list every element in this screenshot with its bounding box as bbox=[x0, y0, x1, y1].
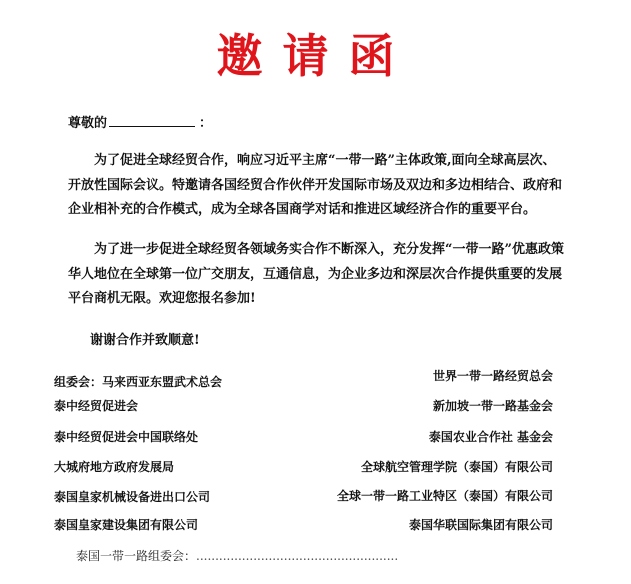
organizer-left-4: 大城府地方政府发展局 bbox=[54, 460, 175, 474]
footer-committee bbox=[76, 547, 398, 565]
footer-signature-line: ..................................................... bbox=[196, 549, 399, 563]
thanks-line: 谢谢合作并致顺意! bbox=[90, 333, 200, 348]
organizer-left-2: 泰中经贸促进会 bbox=[54, 399, 139, 413]
paragraph-intro: 为了促进全球经贸合作，响应习近平主席“一带一路”主体政策,面向全球高层次、开放性国际会议。特邀请各国经贸合作伙伴开发国际市场及双边和多边相结合、政府和企业相补充的合作模式，成为全球各国商学对话和推进区域经济合作的重要平台。 bbox=[68, 153, 563, 217]
organizer-left-5: 泰国皇家机械设备进出口公司 bbox=[54, 490, 211, 504]
organizer-left-3: 泰中经贸促进会中国联络处 bbox=[54, 430, 199, 444]
greeting-label: 尊敬的 bbox=[68, 116, 108, 131]
organizer-right-5: 全球一带一路工业特区（泰国）有限公司 bbox=[336, 489, 553, 503]
organizer-left-1: 组委会：马来西亚东盟武术总会 bbox=[54, 375, 223, 389]
organizer-left-6: 泰国皇家建设集团有限公司 bbox=[54, 518, 199, 532]
organizer-right-3: 泰国农业合作社 基金会 bbox=[428, 430, 553, 444]
greeting-suffix: ： bbox=[199, 116, 213, 131]
invitation-title: 邀请函 bbox=[216, 29, 415, 83]
organizer-right-1: 世界一带一路经贸总会 bbox=[432, 369, 553, 383]
organizer-right-4: 全球航空管理学院（泰国）有限公司 bbox=[360, 460, 553, 474]
organizer-right-6: 泰国华联国际集团有限公司 bbox=[408, 518, 553, 532]
footer-label: 泰国一带一路组委会： bbox=[76, 549, 197, 563]
organizer-right-2: 新加坡一带一路基金会 bbox=[432, 399, 553, 413]
paragraph-invitation: 为了进一步促进全球经贸各领域务实合作不断深入，充分发挥“一带一路”优惠政策华人地位在全球第一位广交朋友，互通信息，为企业多边和深层次合作提供重要的发展平台商机无限。欢迎您报名参加! bbox=[68, 242, 564, 306]
greeting-line bbox=[68, 112, 212, 134]
recipient-blank bbox=[109, 112, 195, 127]
